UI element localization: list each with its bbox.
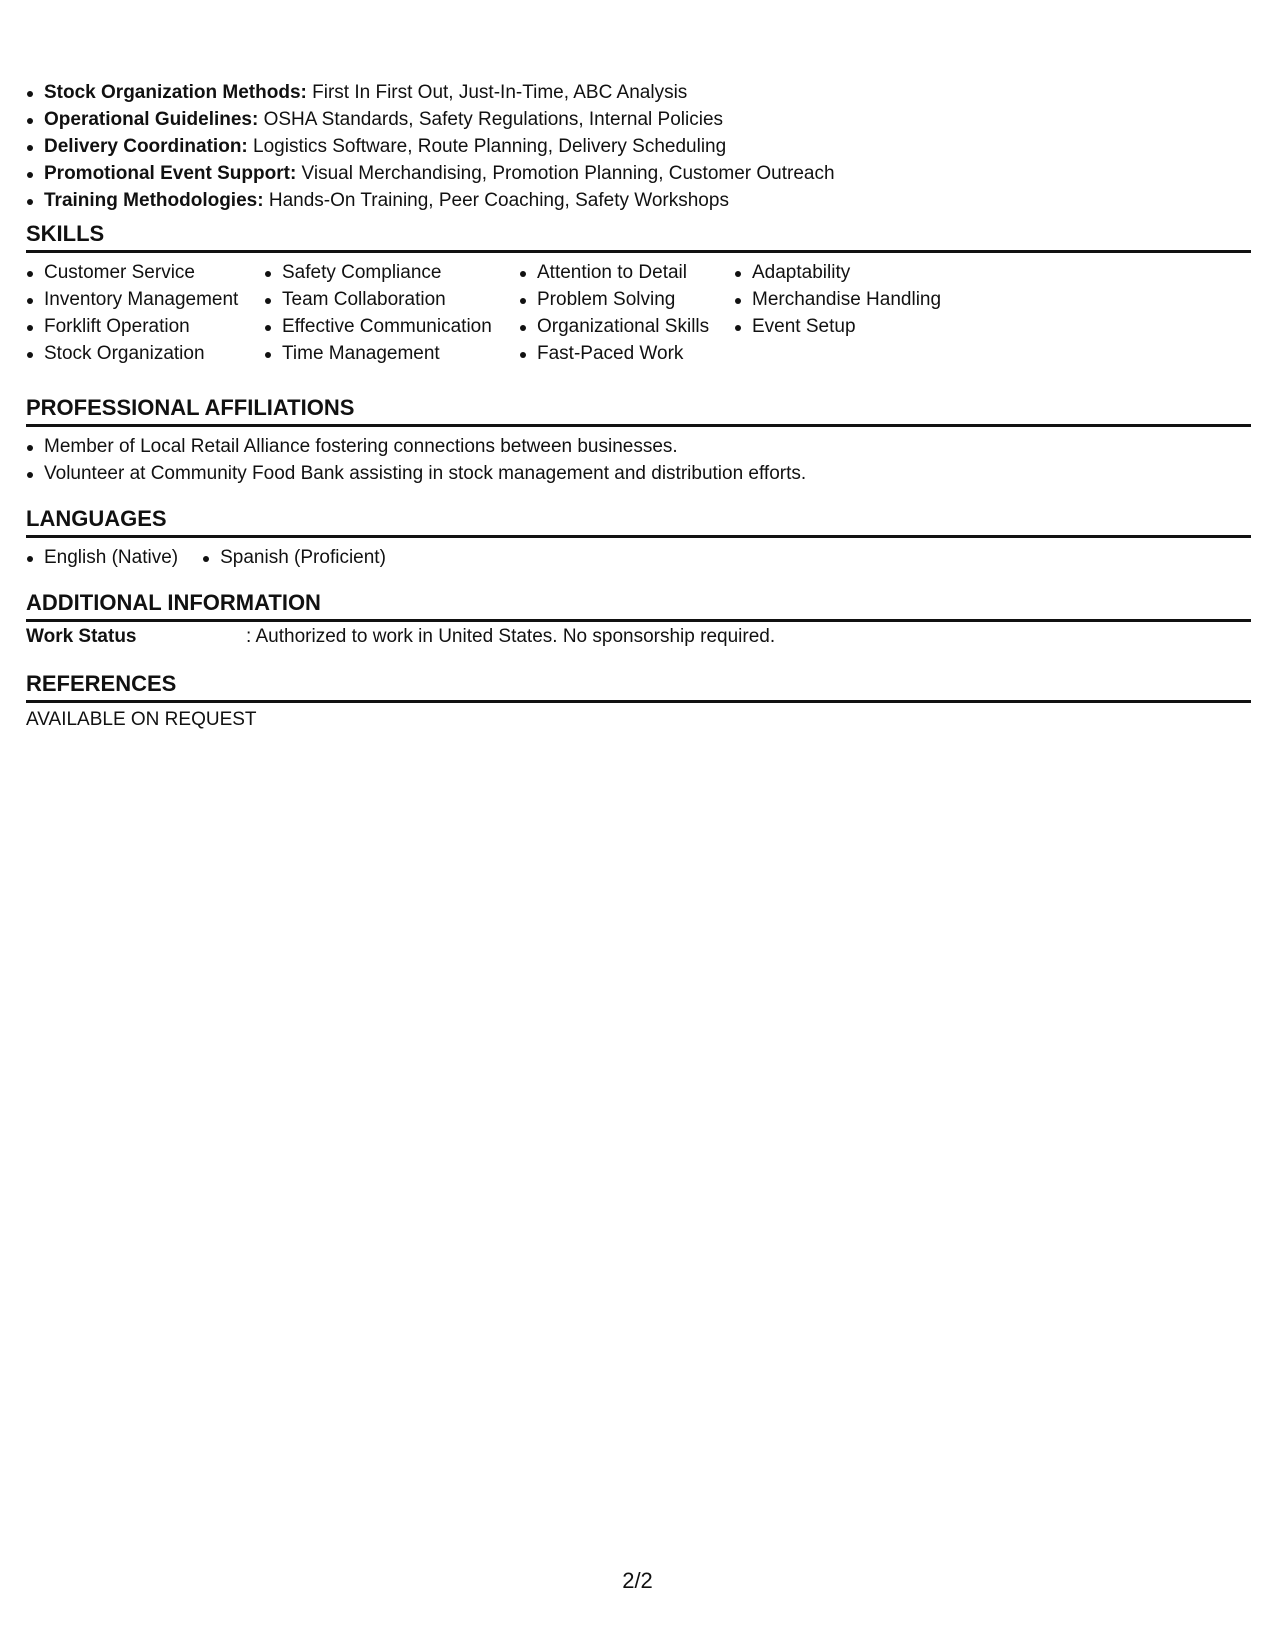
skill-item: Stock Organization: [26, 340, 244, 367]
skill-item: Attention to Detail: [519, 259, 714, 286]
references-text: AVAILABLE ON REQUEST: [26, 709, 257, 730]
list-item: [26, 160, 835, 187]
section-heading: PROFESSIONAL AFFILIATIONS: [26, 394, 1251, 427]
skills-column: [264, 259, 499, 367]
list-item-text: Hands-On Training, Peer Coaching, Safety Workshops: [263, 190, 729, 211]
skill-item: Effective Communication: [264, 313, 499, 340]
skill-item: Adaptability: [734, 259, 964, 286]
skill-item: Forklift Operation: [26, 313, 244, 340]
language-item: English (Native): [26, 544, 178, 571]
list-item-label: Operational Guidelines:: [44, 109, 259, 130]
list-item-label: Promotional Event Support:: [44, 163, 297, 184]
skill-item: Problem Solving: [519, 286, 714, 313]
list-item-label: Stock Organization Methods:: [44, 82, 307, 103]
additional-info-section: [26, 589, 1251, 650]
references-section: [26, 670, 1251, 733]
list-item: Volunteer at Community Food Bank assisting in stock management and distribution efforts.: [26, 460, 1251, 487]
list-item-label: Delivery Coordination:: [44, 136, 248, 157]
skills-column: [734, 259, 964, 367]
skill-item: Inventory Management: [26, 286, 244, 313]
section-heading: LANGUAGES: [26, 505, 1251, 538]
skills-column: [26, 259, 244, 367]
work-status-value: : Authorized to work in United States. No sponsorship required.: [246, 626, 776, 647]
work-status-label: Work Status: [26, 626, 137, 647]
skill-item: Merchandise Handling: [734, 286, 964, 313]
list-item: Member of Local Retail Alliance fostering connections between businesses.: [26, 433, 1251, 460]
page-number: 2/2: [622, 1568, 653, 1593]
skills-grid: [26, 259, 1251, 367]
affiliations-list: [26, 433, 1251, 487]
skills-section: [26, 220, 1251, 367]
list-item-text: Visual Merchandising, Promotion Planning, Customer Outreach: [296, 163, 835, 184]
tools-list: [26, 79, 835, 214]
list-item-text: OSHA Standards, Safety Regulations, Internal Policies: [258, 109, 724, 130]
list-item-label: Training Methodologies:: [44, 190, 264, 211]
skill-item: Fast-Paced Work: [519, 340, 714, 367]
languages-list: [26, 544, 1251, 571]
resume-page: [26, 0, 1251, 1650]
skill-item: Event Setup: [734, 313, 964, 340]
affiliations-section: [26, 394, 1251, 487]
skill-item: Time Management: [264, 340, 499, 367]
skills-column: [519, 259, 714, 367]
skill-item: Safety Compliance: [264, 259, 499, 286]
skill-item: Team Collaboration: [264, 286, 499, 313]
skill-item: Customer Service: [26, 259, 244, 286]
list-item-text: First In First Out, Just-In-Time, ABC Analysis: [306, 82, 688, 103]
list-item-text: Logistics Software, Route Planning, Delivery Scheduling: [247, 136, 727, 157]
work-status-row: [26, 624, 1251, 650]
languages-section: [26, 505, 1251, 571]
list-item: [26, 187, 835, 214]
list-item: [26, 79, 835, 106]
section-heading: REFERENCES: [26, 670, 1251, 703]
list-item: [26, 106, 835, 133]
section-heading: SKILLS: [26, 220, 1251, 253]
language-item: Spanish (Proficient): [202, 544, 386, 571]
skill-item: Organizational Skills: [519, 313, 714, 340]
section-heading: ADDITIONAL INFORMATION: [26, 589, 1251, 622]
list-item: [26, 133, 835, 160]
